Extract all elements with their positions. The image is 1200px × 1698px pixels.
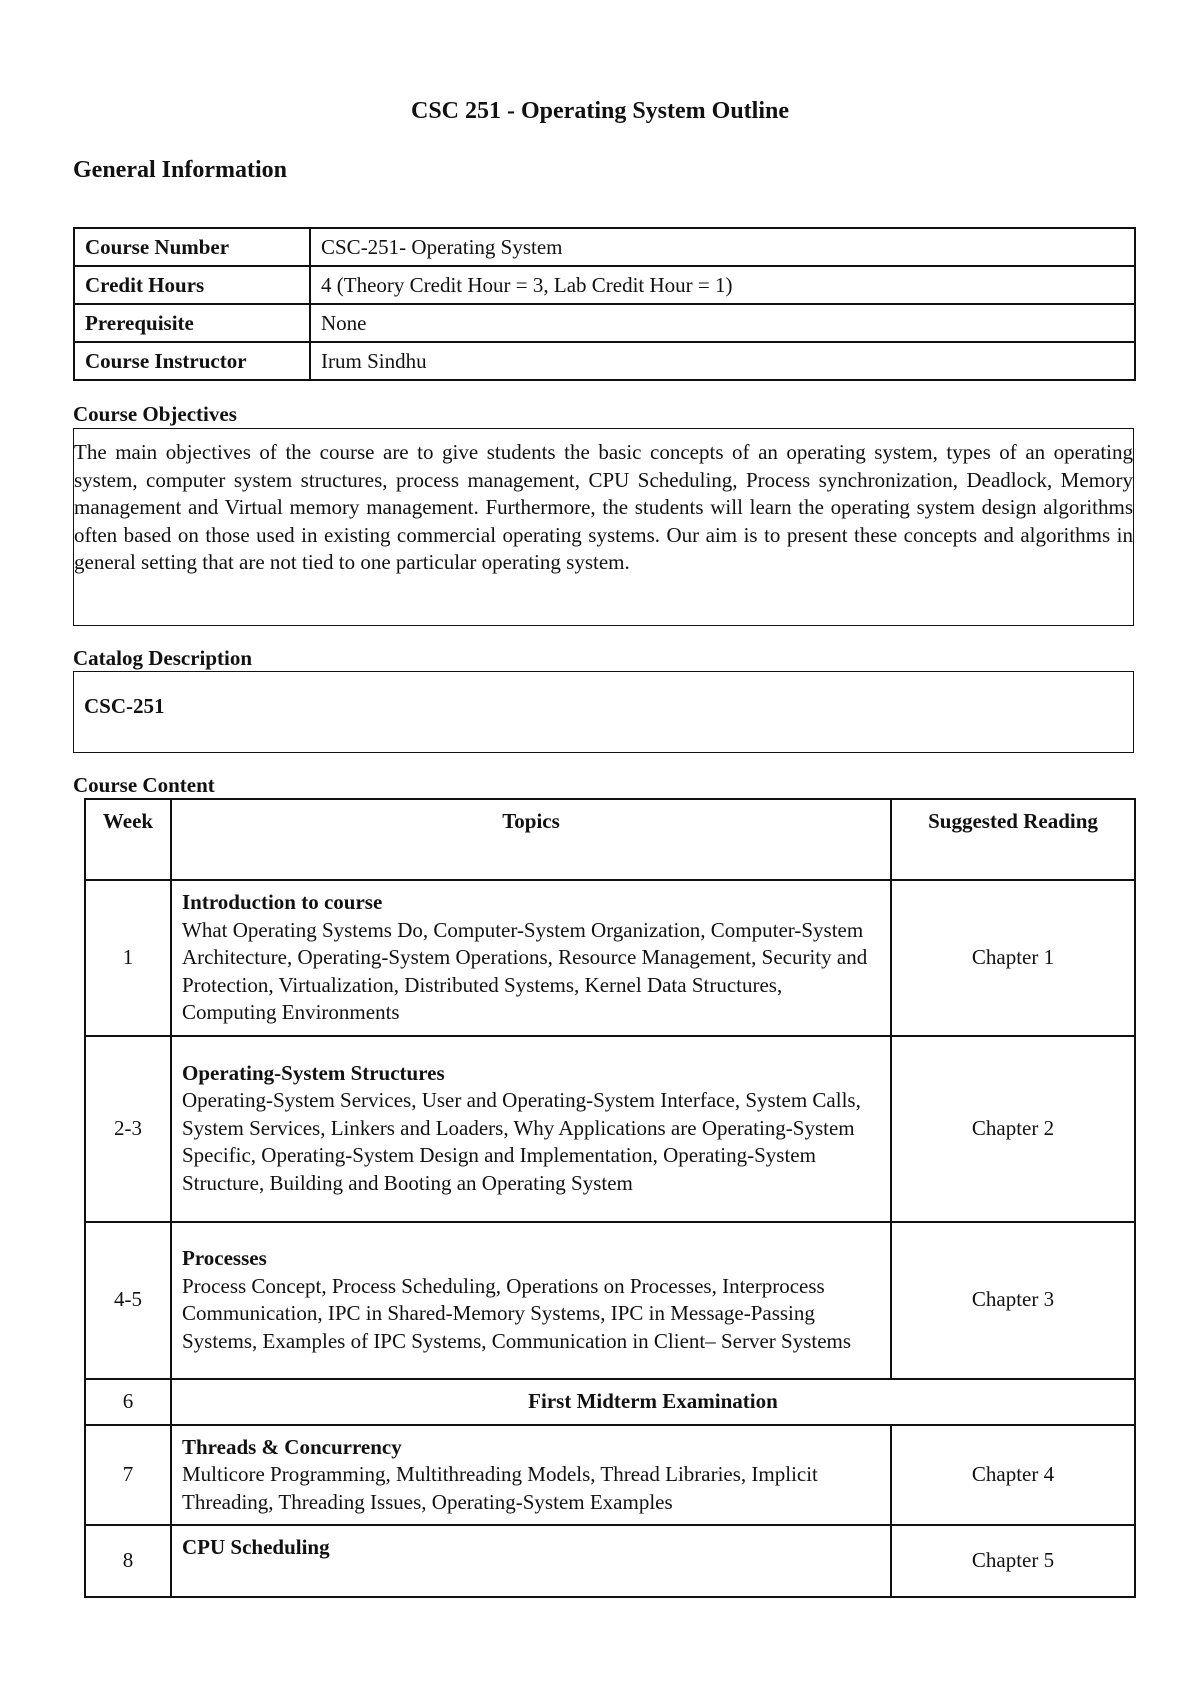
topic-cell: [171, 1525, 891, 1597]
topic-title: Processes: [182, 1246, 267, 1270]
general-information-table: [73, 227, 1136, 381]
week-cell: 2-3: [85, 1036, 171, 1222]
table-row: [85, 1379, 1135, 1425]
reading-cell: Chapter 2: [891, 1036, 1135, 1222]
table-row: [74, 304, 1135, 342]
course-number-value: CSC-251- Operating System: [310, 228, 1135, 266]
topic-details: What Operating Systems Do, Computer-System Organization, Computer-System Architecture, Operating-System Operations, Resource Management, Security and Protection, Virtualization, Distributed Systems, Kernel Data Structures, Computing Environments: [182, 917, 868, 1024]
table-row: [85, 1036, 1135, 1222]
topic-cell: [171, 1222, 891, 1379]
week-cell: 7: [85, 1425, 171, 1526]
week-column-header: Week: [85, 799, 171, 880]
topic-details: Multicore Programming, Multithreading Models, Thread Libraries, Implicit Threading, Threading Issues, Operating-System Examples: [182, 1462, 818, 1514]
topic-details: Operating-System Services, User and Operating-System Interface, System Calls, System Services, Linkers and Loaders, Why Applications are Operating-System Specific, Operating-System Design and Implementation, Operating-System Structure, Building and Booting an Operating System: [182, 1088, 861, 1195]
table-row: [74, 266, 1135, 304]
topic-title: Threads & Concurrency: [182, 1434, 402, 1459]
course-objectives-heading: Course Objectives: [73, 402, 237, 426]
table-row: [85, 1525, 1135, 1597]
topic-title: Introduction to course: [182, 890, 383, 914]
prerequisite-value: None: [310, 304, 1135, 342]
catalog-description-heading: Catalog Description: [73, 646, 253, 670]
page-title: CSC 251 - Operating System Outline: [411, 98, 789, 124]
topic-title: Operating-System Structures: [182, 1060, 445, 1085]
week-cell: 1: [85, 880, 171, 1036]
table-row: [85, 1425, 1135, 1526]
catalog-description-box: [73, 671, 1134, 753]
topic-details: Process Concept, Process Scheduling, Operations on Processes, Interprocess Communication, IPC in Shared-Memory Systems, IPC in Message-Passing Systems, Examples of IPC Systems, Communication in Client– Server Systems: [182, 1273, 852, 1353]
week-cell: 6: [85, 1379, 171, 1425]
week-cell: 8: [85, 1525, 171, 1597]
reading-column-header: Suggested Reading: [891, 799, 1135, 880]
topics-column-header: Topics: [171, 799, 891, 880]
course-number-label: Course Number: [74, 228, 310, 266]
table-row: [85, 880, 1135, 1036]
course-content-heading: Course Content: [73, 773, 215, 797]
catalog-course-code: CSC-251: [84, 694, 165, 718]
table-row: [85, 1222, 1135, 1379]
topic-cell: [171, 1036, 891, 1222]
reading-cell: Chapter 1: [891, 880, 1135, 1036]
course-objectives-text: The main objectives of the course are to give students the basic concepts of an operating system, types of an operating system, computer system structures, process management, CPU Scheduling, Process synchronization, Deadlock, Memory management and Virtual memory management. Furthermore, the students will learn the operating system design algorithms often based on those used in existing commercial operating systems. Our aim is to present these concepts and algorithms in general setting that are not tied to one particular operating system.: [74, 440, 1133, 575]
course-content-table: [84, 798, 1136, 1598]
course-instructor-label: Course Instructor: [74, 342, 310, 380]
course-instructor-value: Irum Sindhu: [310, 342, 1135, 380]
week-cell: 4-5: [85, 1222, 171, 1379]
topic-cell: [171, 880, 891, 1036]
table-header-row: [85, 799, 1135, 880]
course-objectives-box: [73, 428, 1134, 626]
topic-cell: [171, 1425, 891, 1526]
topic-title: CPU Scheduling: [182, 1535, 330, 1559]
prerequisite-label: Prerequisite: [74, 304, 310, 342]
exam-cell: First Midterm Examination: [171, 1379, 1135, 1425]
reading-cell: Chapter 4: [891, 1425, 1135, 1526]
reading-cell: Chapter 5: [891, 1525, 1135, 1597]
table-row: [74, 342, 1135, 380]
credit-hours-label: Credit Hours: [74, 266, 310, 304]
credit-hours-value: 4 (Theory Credit Hour = 3, Lab Credit Hour = 1): [310, 266, 1135, 304]
reading-cell: Chapter 3: [891, 1222, 1135, 1379]
table-row: [74, 228, 1135, 266]
general-information-heading: General Information: [73, 157, 287, 183]
